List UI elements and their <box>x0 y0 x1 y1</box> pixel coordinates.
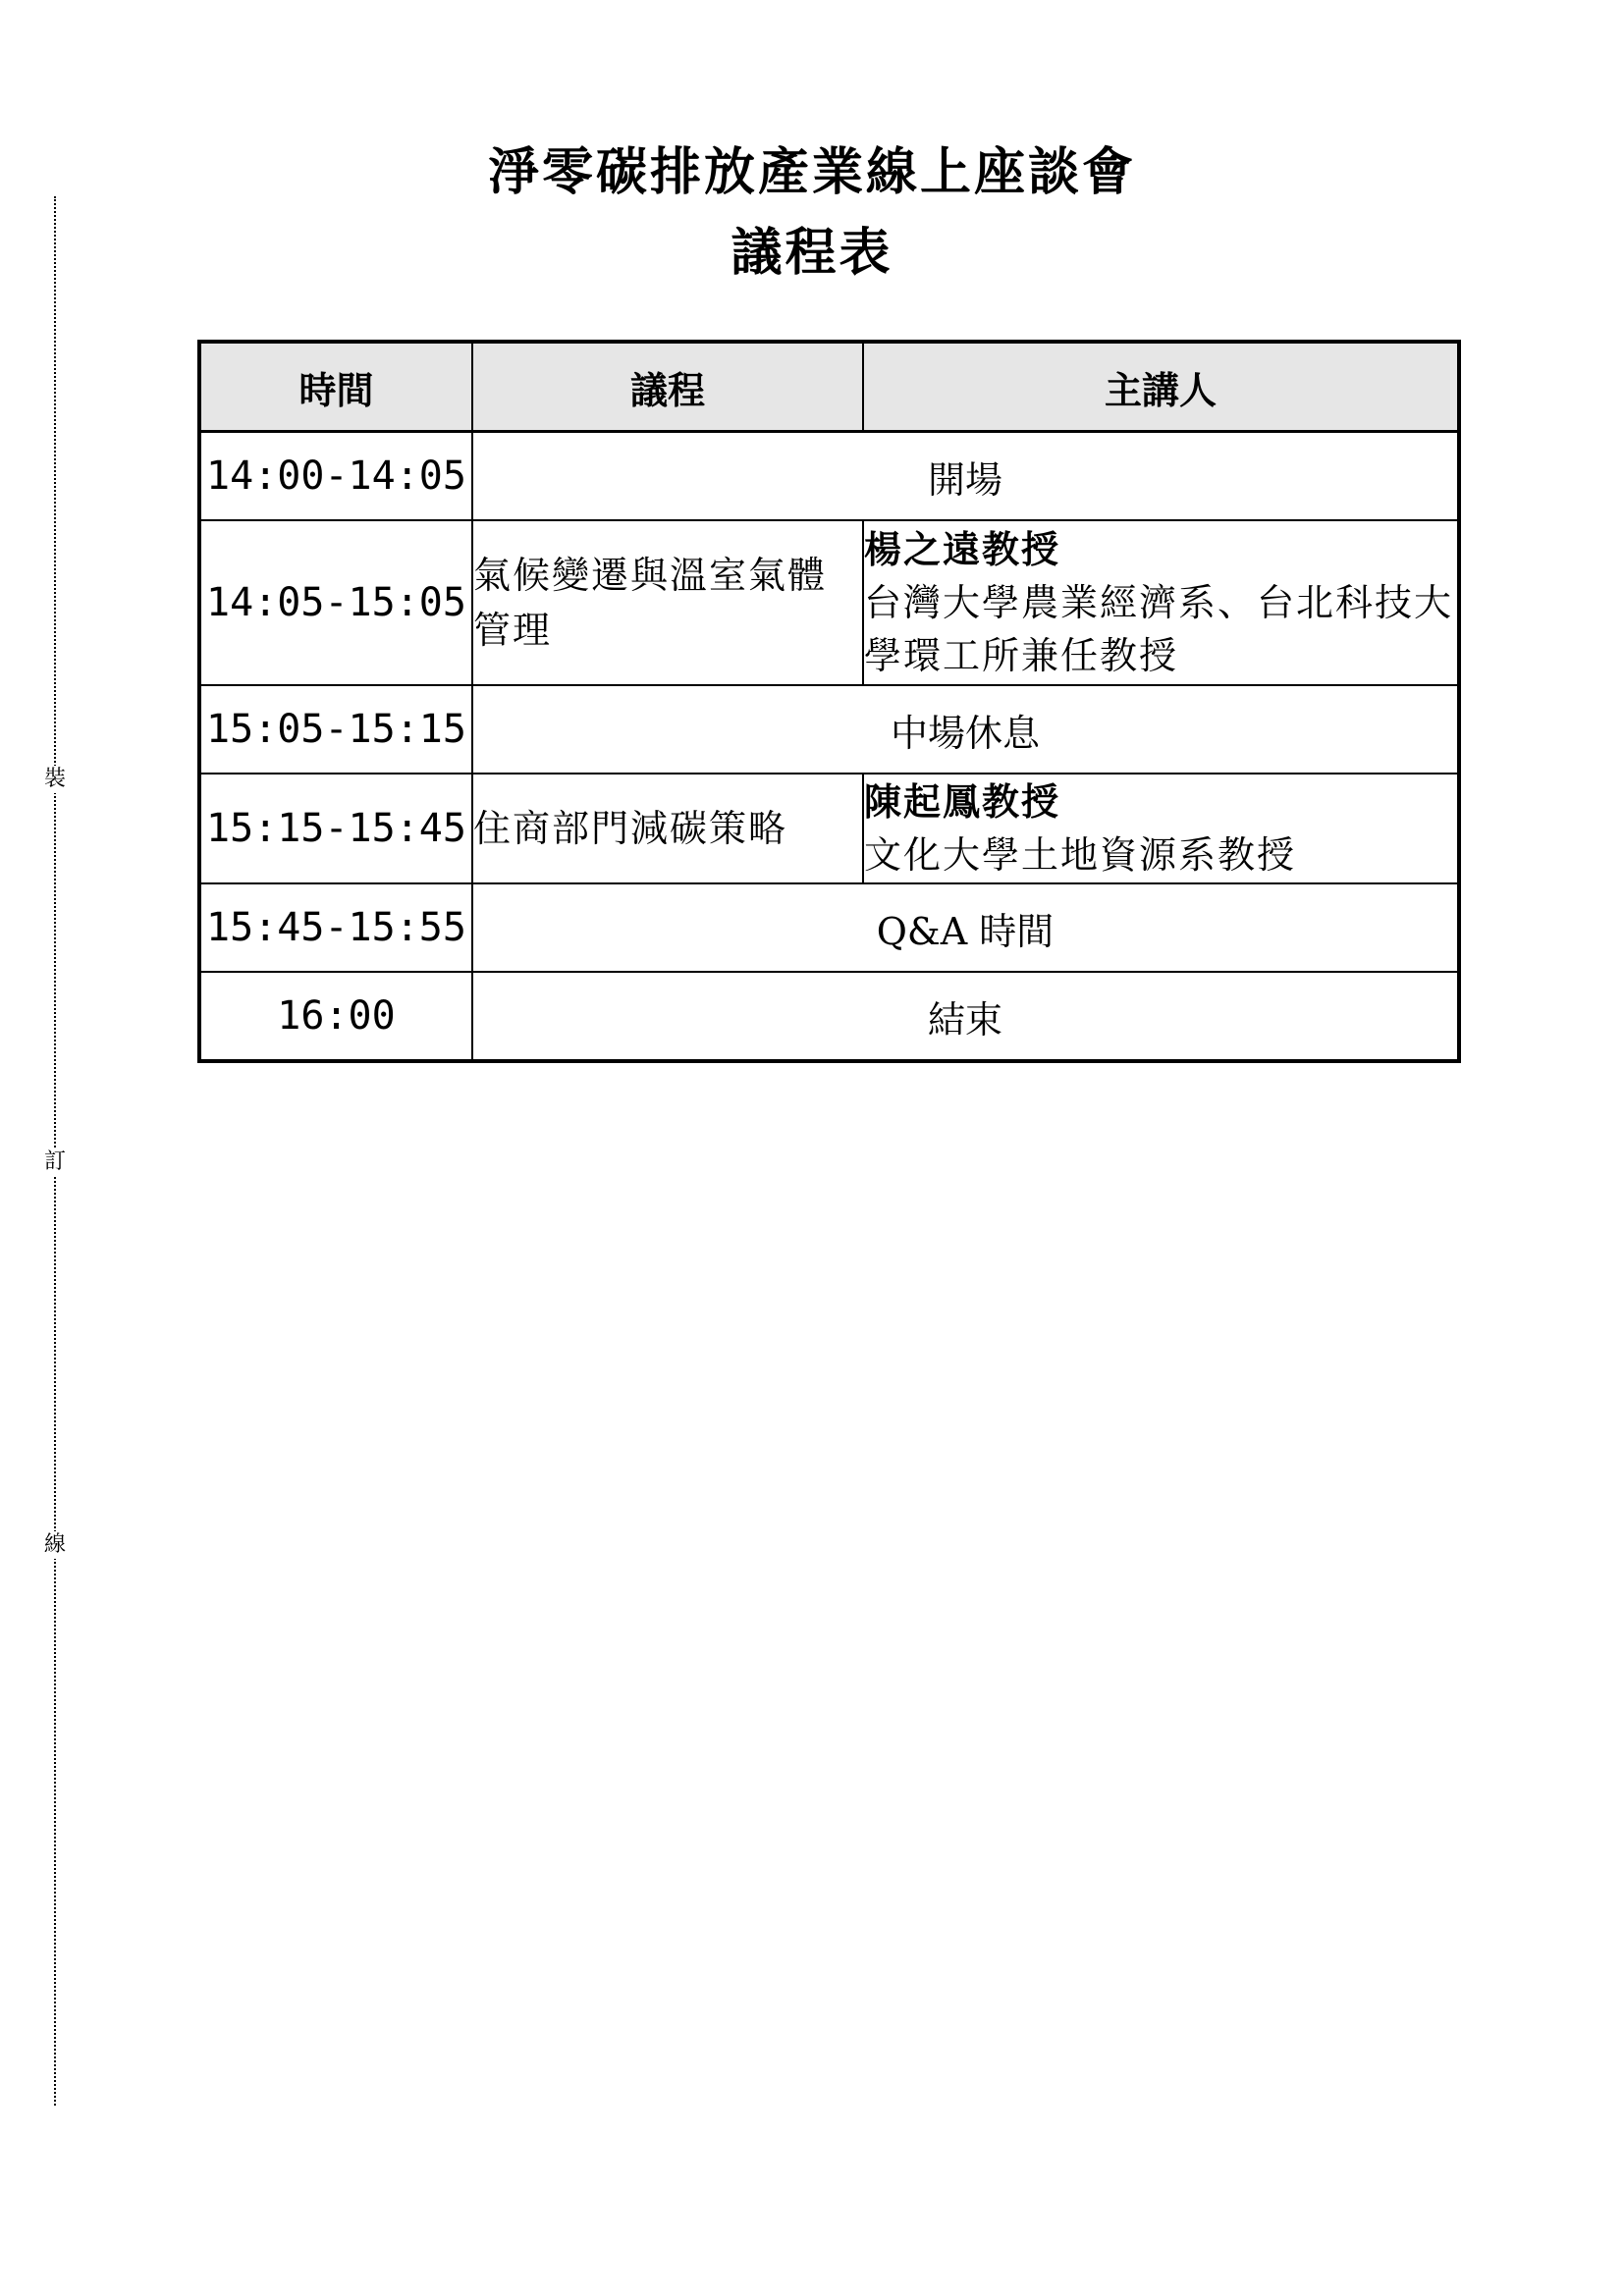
table-row <box>199 520 1459 685</box>
event-cell: Q&A 時間 <box>472 883 1459 972</box>
speaker-cell <box>863 774 1459 883</box>
time-cell: 15:45-15:55 <box>199 883 472 972</box>
event-cell: 結束 <box>472 972 1459 1061</box>
speaker-name: 楊之遠教授 <box>864 527 1061 571</box>
binding-mark-zhuang: 裝 <box>41 766 69 793</box>
table-header-row <box>199 342 1459 432</box>
topic-cell: 住商部門減碳策略 <box>472 774 863 883</box>
table-row <box>199 774 1459 883</box>
document-title: 淨零碳排放產業線上座談會 <box>487 142 1136 202</box>
speaker-title: 文化大學土地資源系教授 <box>864 833 1297 877</box>
binding-mark-ding: 訂 <box>41 1148 69 1176</box>
table-row <box>199 883 1459 972</box>
time-cell: 14:00-14:05 <box>199 432 472 521</box>
speaker-title: 台灣大學農業經濟系、台北科技大學環工所兼任教授 <box>864 581 1454 677</box>
time-cell: 16:00 <box>199 972 472 1061</box>
document-subtitle: 議程表 <box>731 223 893 283</box>
table-row <box>199 972 1459 1061</box>
time-cell: 14:05-15:05 <box>199 520 472 685</box>
header-time: 時間 <box>199 342 472 432</box>
table-row <box>199 432 1459 521</box>
time-cell: 15:05-15:15 <box>199 685 472 774</box>
time-cell: 15:15-15:45 <box>199 774 472 883</box>
speaker-name: 陳起鳳教授 <box>864 779 1061 824</box>
topic-cell: 氣候變遷與溫室氣體管理 <box>472 520 863 685</box>
event-cell: 中場休息 <box>472 685 1459 774</box>
table-row <box>199 685 1459 774</box>
agenda-table <box>197 340 1461 1063</box>
speaker-cell <box>863 520 1459 685</box>
header-speaker: 主講人 <box>863 342 1459 432</box>
event-cell: 開場 <box>472 432 1459 521</box>
binding-mark-xian: 線 <box>41 1531 69 1559</box>
header-agenda: 議程 <box>472 342 863 432</box>
